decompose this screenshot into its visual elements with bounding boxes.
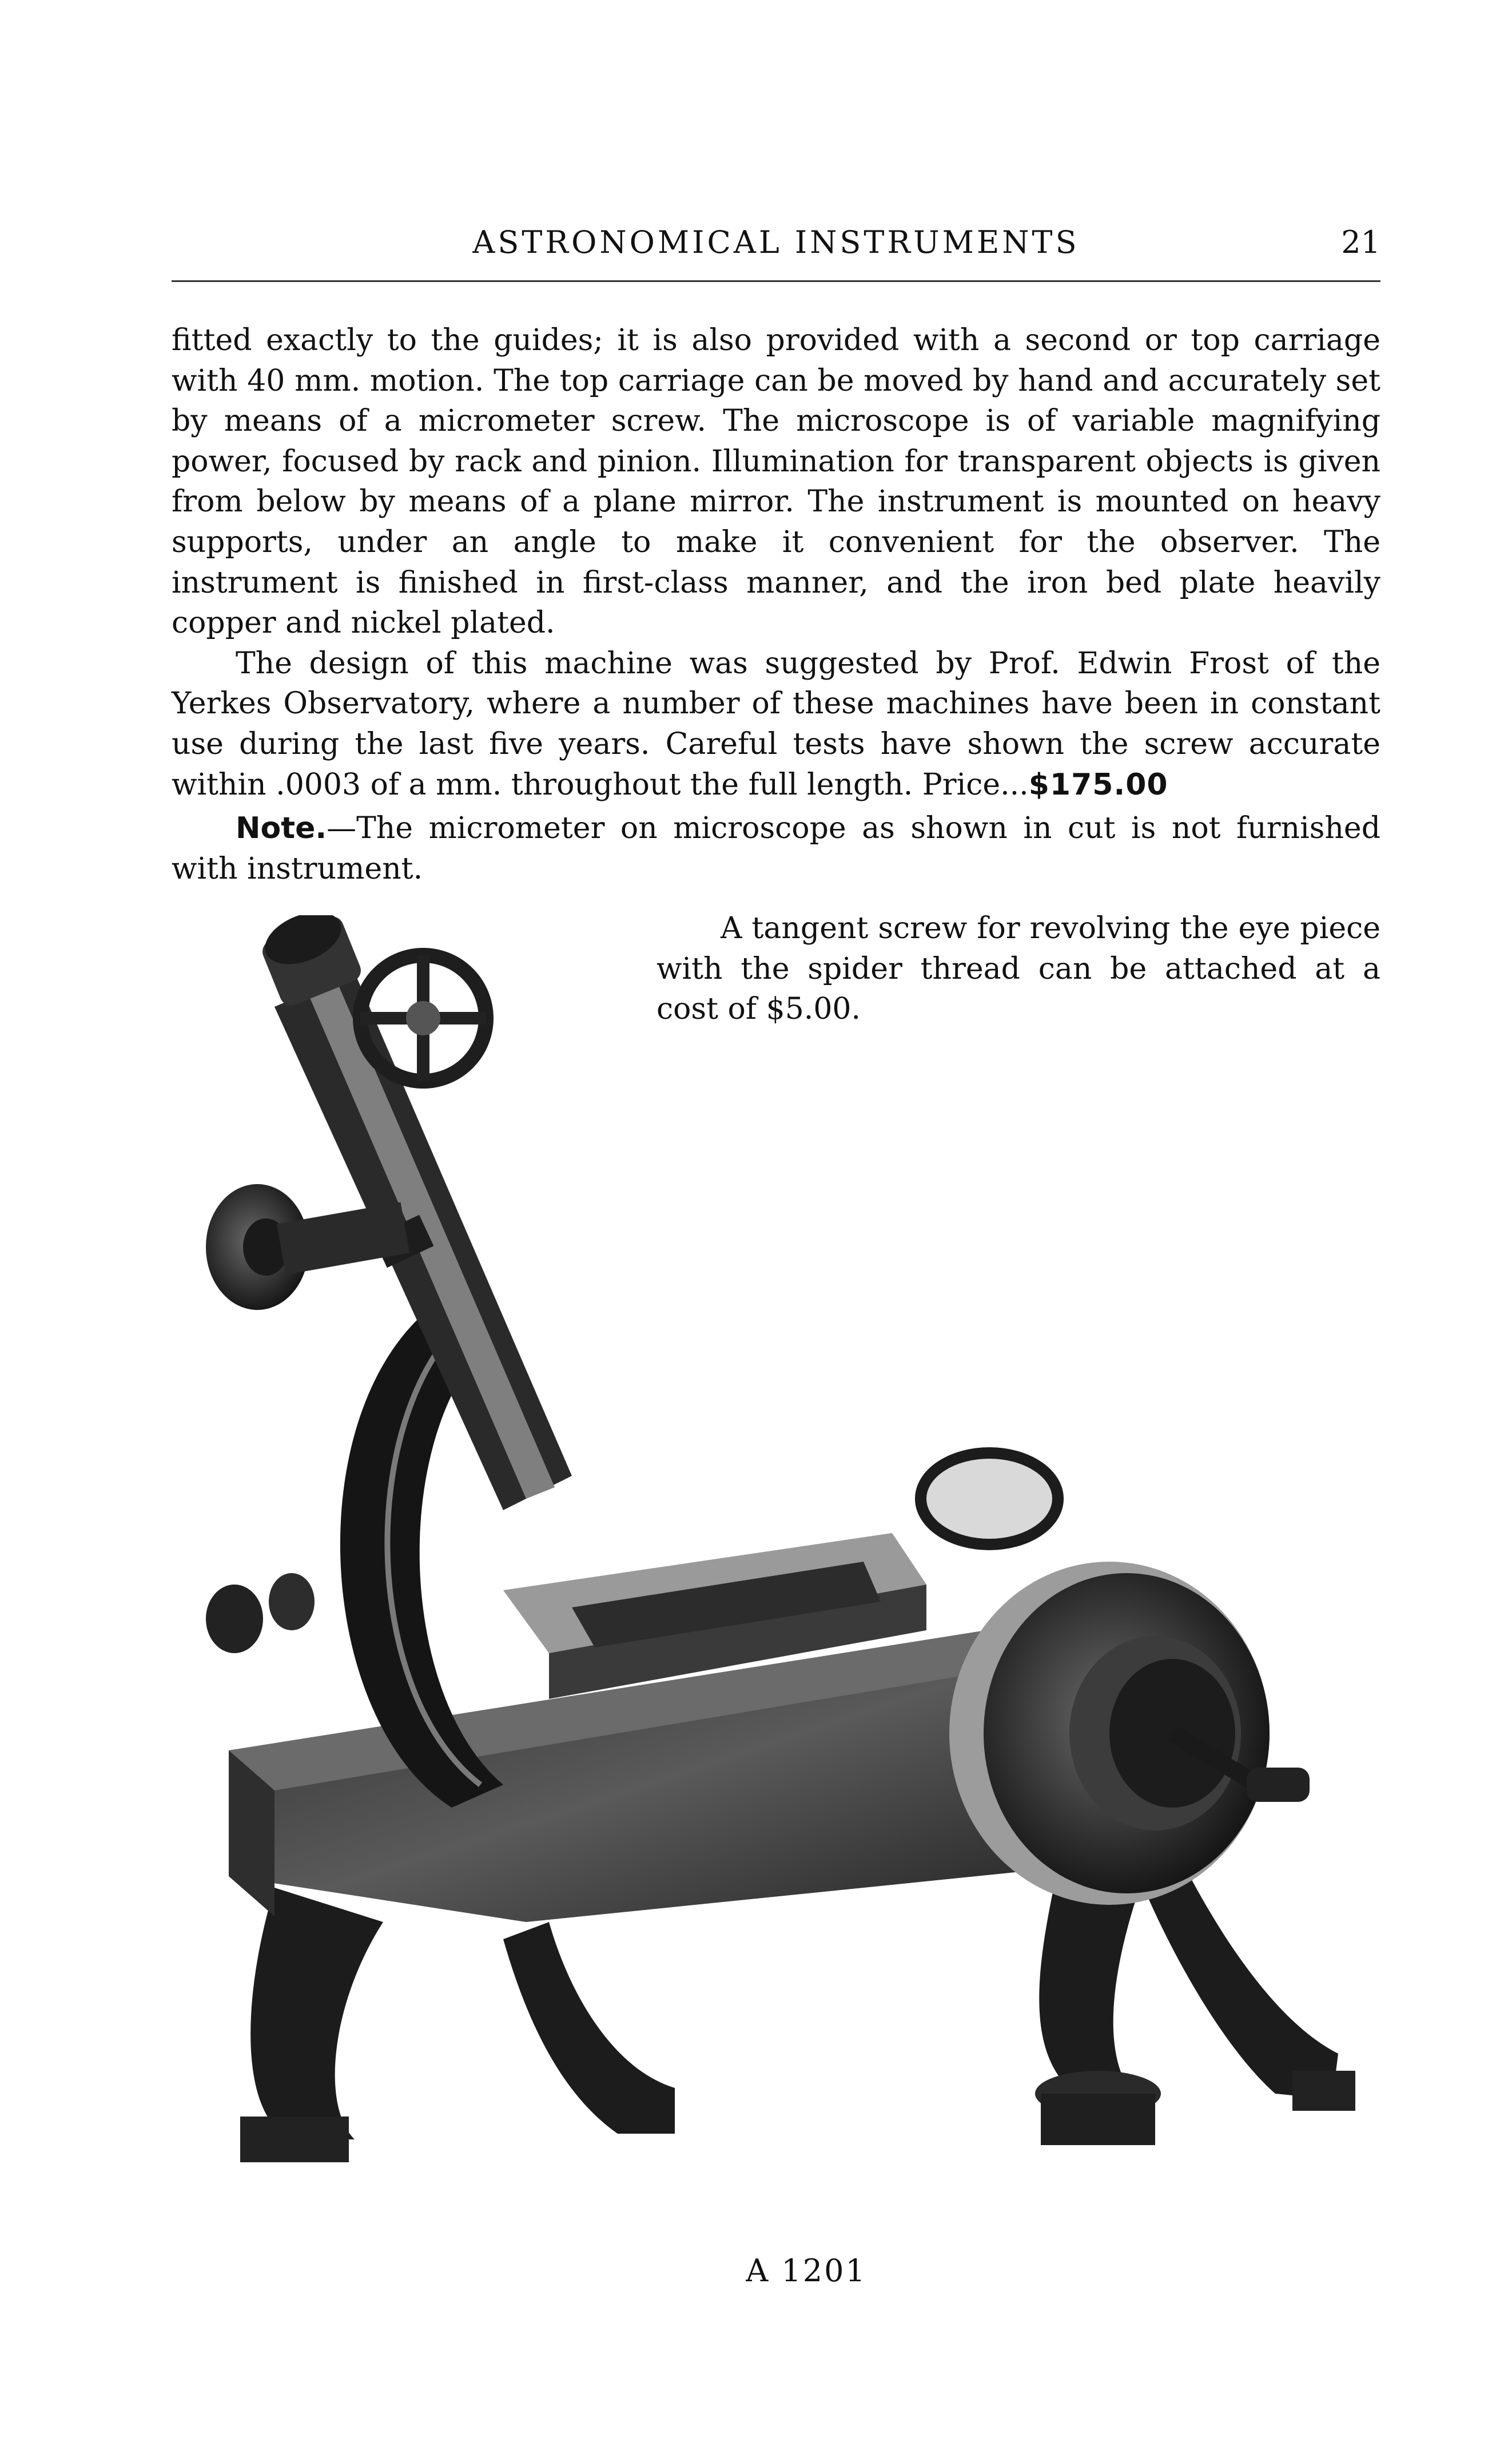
- leg-front-left: [240, 1888, 383, 2162]
- page-header: [172, 224, 1380, 276]
- note-label: Note.: [236, 811, 327, 846]
- paragraph-1: fitted exactly to the guides; it is also provided with a second or top carriage with 40 mm. motion. The top carriage can be moved by hand and accurately set by means of a micrometer screw. The microscope is of variable magnifying power, focused by rack and pinion. Illumination for transparent objects is given from below by means of a plane mirror. The instrument is mounted on heavy supports, under an angle to make it convenient for the observer. The instrument is finished in first-class manner, and the iron bed plate heavily copper and nickel plated.: [172, 323, 1380, 641]
- magnifier-lens-icon: [921, 1453, 1058, 1544]
- price: $175.00: [1028, 767, 1168, 802]
- running-head: ASTRONOMICAL INSTRUMENTS: [472, 224, 1080, 260]
- paragraph-2: [172, 644, 1380, 805]
- paragraph-2-text: The design of this machine was suggested by Prof. Edwin Frost of the Yerkes Observatory, where a number of these machines have been in constant use during the last five years. Careful tests have shown the screw accurate within .0003 of a mm. throughout the full length. Price...: [172, 646, 1380, 802]
- note-text: —The micrometer on microscope as shown in cut is not furnished with instrument.: [172, 811, 1380, 886]
- figure-caption: A 1201: [746, 2253, 867, 2289]
- bed-screw-icon: [206, 1573, 315, 1653]
- focus-wheel-icon: [360, 955, 486, 1081]
- note-paragraph: [172, 808, 1380, 889]
- body-text: [172, 320, 1380, 889]
- side-note-text: A tangent screw for revolving the eye piece with the spider thread can be attached at a cost of $5.00.: [656, 911, 1380, 1027]
- crank-handle-icon: [1247, 1768, 1310, 1802]
- leg-front-right: [503, 1922, 675, 2134]
- page-number: 21: [1341, 224, 1380, 260]
- header-rule: [172, 280, 1380, 282]
- measuring-machine-illustration: [206, 915, 1384, 2248]
- handwheel-drum: [949, 1562, 1310, 1905]
